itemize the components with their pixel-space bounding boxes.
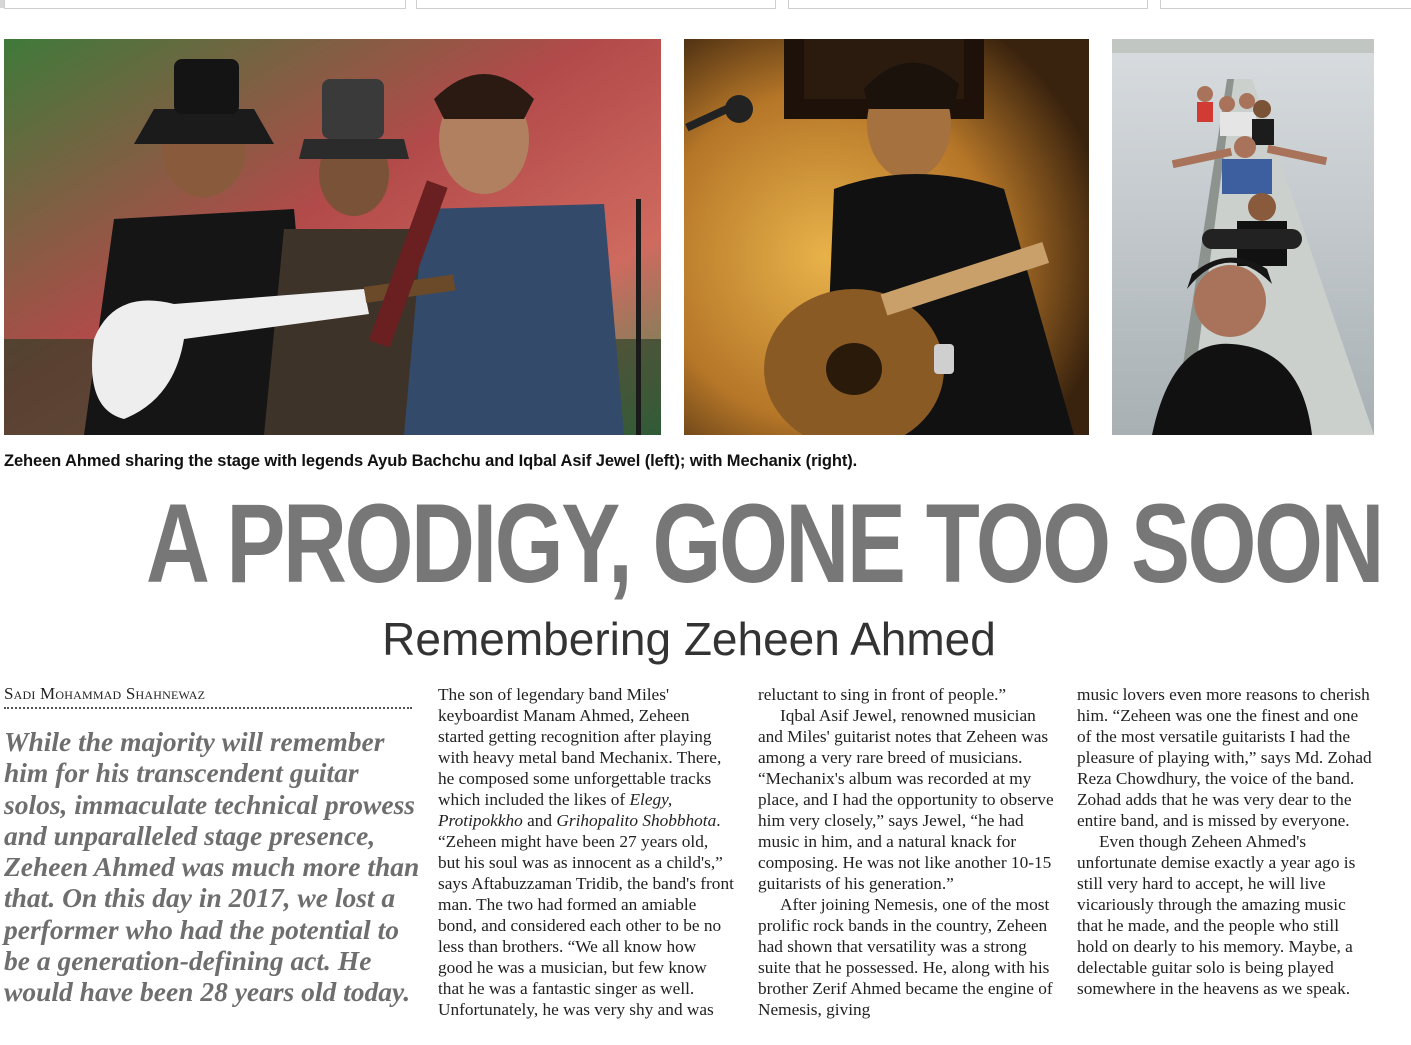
article-paragraph: reluctant to sing in front of people.” [758, 685, 1007, 704]
article-column-3 [1077, 684, 1373, 999]
headline: A PRODIGY, GONE TOO SOON [145, 481, 1383, 606]
text-run: and [522, 811, 557, 830]
song-title: Grihopalito Shobbhota [556, 811, 717, 830]
song-titles: Elegy, Protipokkho [438, 790, 673, 830]
intro-pullquote: While the majority will remember him for his transcendent guitar solos, immaculate technical prowess and unparalleled stage presence, Zeheen Ahmed was much more than that. On this day in 2017, we lost a performer who had the potential to be a generation-defining act. He would have been 28 years old today. [4, 726, 420, 1008]
text-run: The son of legendary band Miles' keyboardist Manam Ahmed, Zeheen started getting recognition after playing with heavy metal band Mechanix. There, he composed some unforgettable tracks which included the likes of [438, 685, 722, 809]
article-paragraph: After joining Nemesis, one of the most prolific rock bands in the country, Zeheen had shown that versatility was a strong suite that he possessed. He, along with his brother Zerif Ahmed became the engine of Nemesis, giving [758, 895, 1053, 1019]
top-rule-box [1160, 0, 1411, 9]
article-paragraph: Even though Zeheen Ahmed's unfortunate demise exactly a year ago is still very hard to accept, he will live vicariously through the amazing music that he made, and the people who still hold on dearly to his memory. Maybe, a delectable guitar solo is being played somewhere in the heavens as we speak. [1077, 832, 1356, 998]
article-column-1 [438, 684, 734, 1020]
top-rule-box [4, 0, 406, 9]
photo-band-on-boat [1112, 39, 1374, 435]
top-rule-box [788, 0, 1148, 9]
article-paragraph: music lovers even more reasons to cherish him. “Zeheen was one the finest and one of the most versatile guitarists I had the pleasure of playing with,” says Md. Zohad Reza Chowdhury, the voice of the band. Zohad adds that he was very dear to the entire band, and is missed by everyone. [1077, 685, 1372, 830]
photo-caption: Zeheen Ahmed sharing the stage with legends Ayub Bachchu and Iqbal Asif Jewel (left); with Mechanix (right). [4, 452, 858, 470]
byline: Sadi Mohammad Shahnewaz [4, 684, 206, 703]
article-paragraph [438, 684, 734, 1020]
article-paragraph: Iqbal Asif Jewel, renowned musician and Miles' guitarist notes that Zeheen was among a very rare breed of musicians. “Mechanix's album was recorded at my place, and I had the opportunity to observe him very closely,” says Jewel, “he had music in him, and a natural knack for composing. He was not like another 10-15 guitarists of his generation.” [758, 706, 1054, 893]
text-run: . “Zeheen might have been 27 years old, but his soul was as innocent as a child's,” says Aftabuzzaman Tridib, the band's front man. The two had formed an amiable bond, and considered each other to be no less than brothers. “We all know how good he was a musician, but few know that he was a fantastic singer as well. Unfortunately, he was very shy and was [438, 811, 734, 1019]
photo-acoustic-performance [684, 39, 1089, 435]
dotted-divider [4, 707, 412, 709]
photo-stage-trio [4, 39, 661, 435]
article-column-2 [758, 684, 1054, 1020]
subheadline: Remembering Zeheen Ahmed [382, 613, 996, 665]
top-rule-box [416, 0, 776, 9]
